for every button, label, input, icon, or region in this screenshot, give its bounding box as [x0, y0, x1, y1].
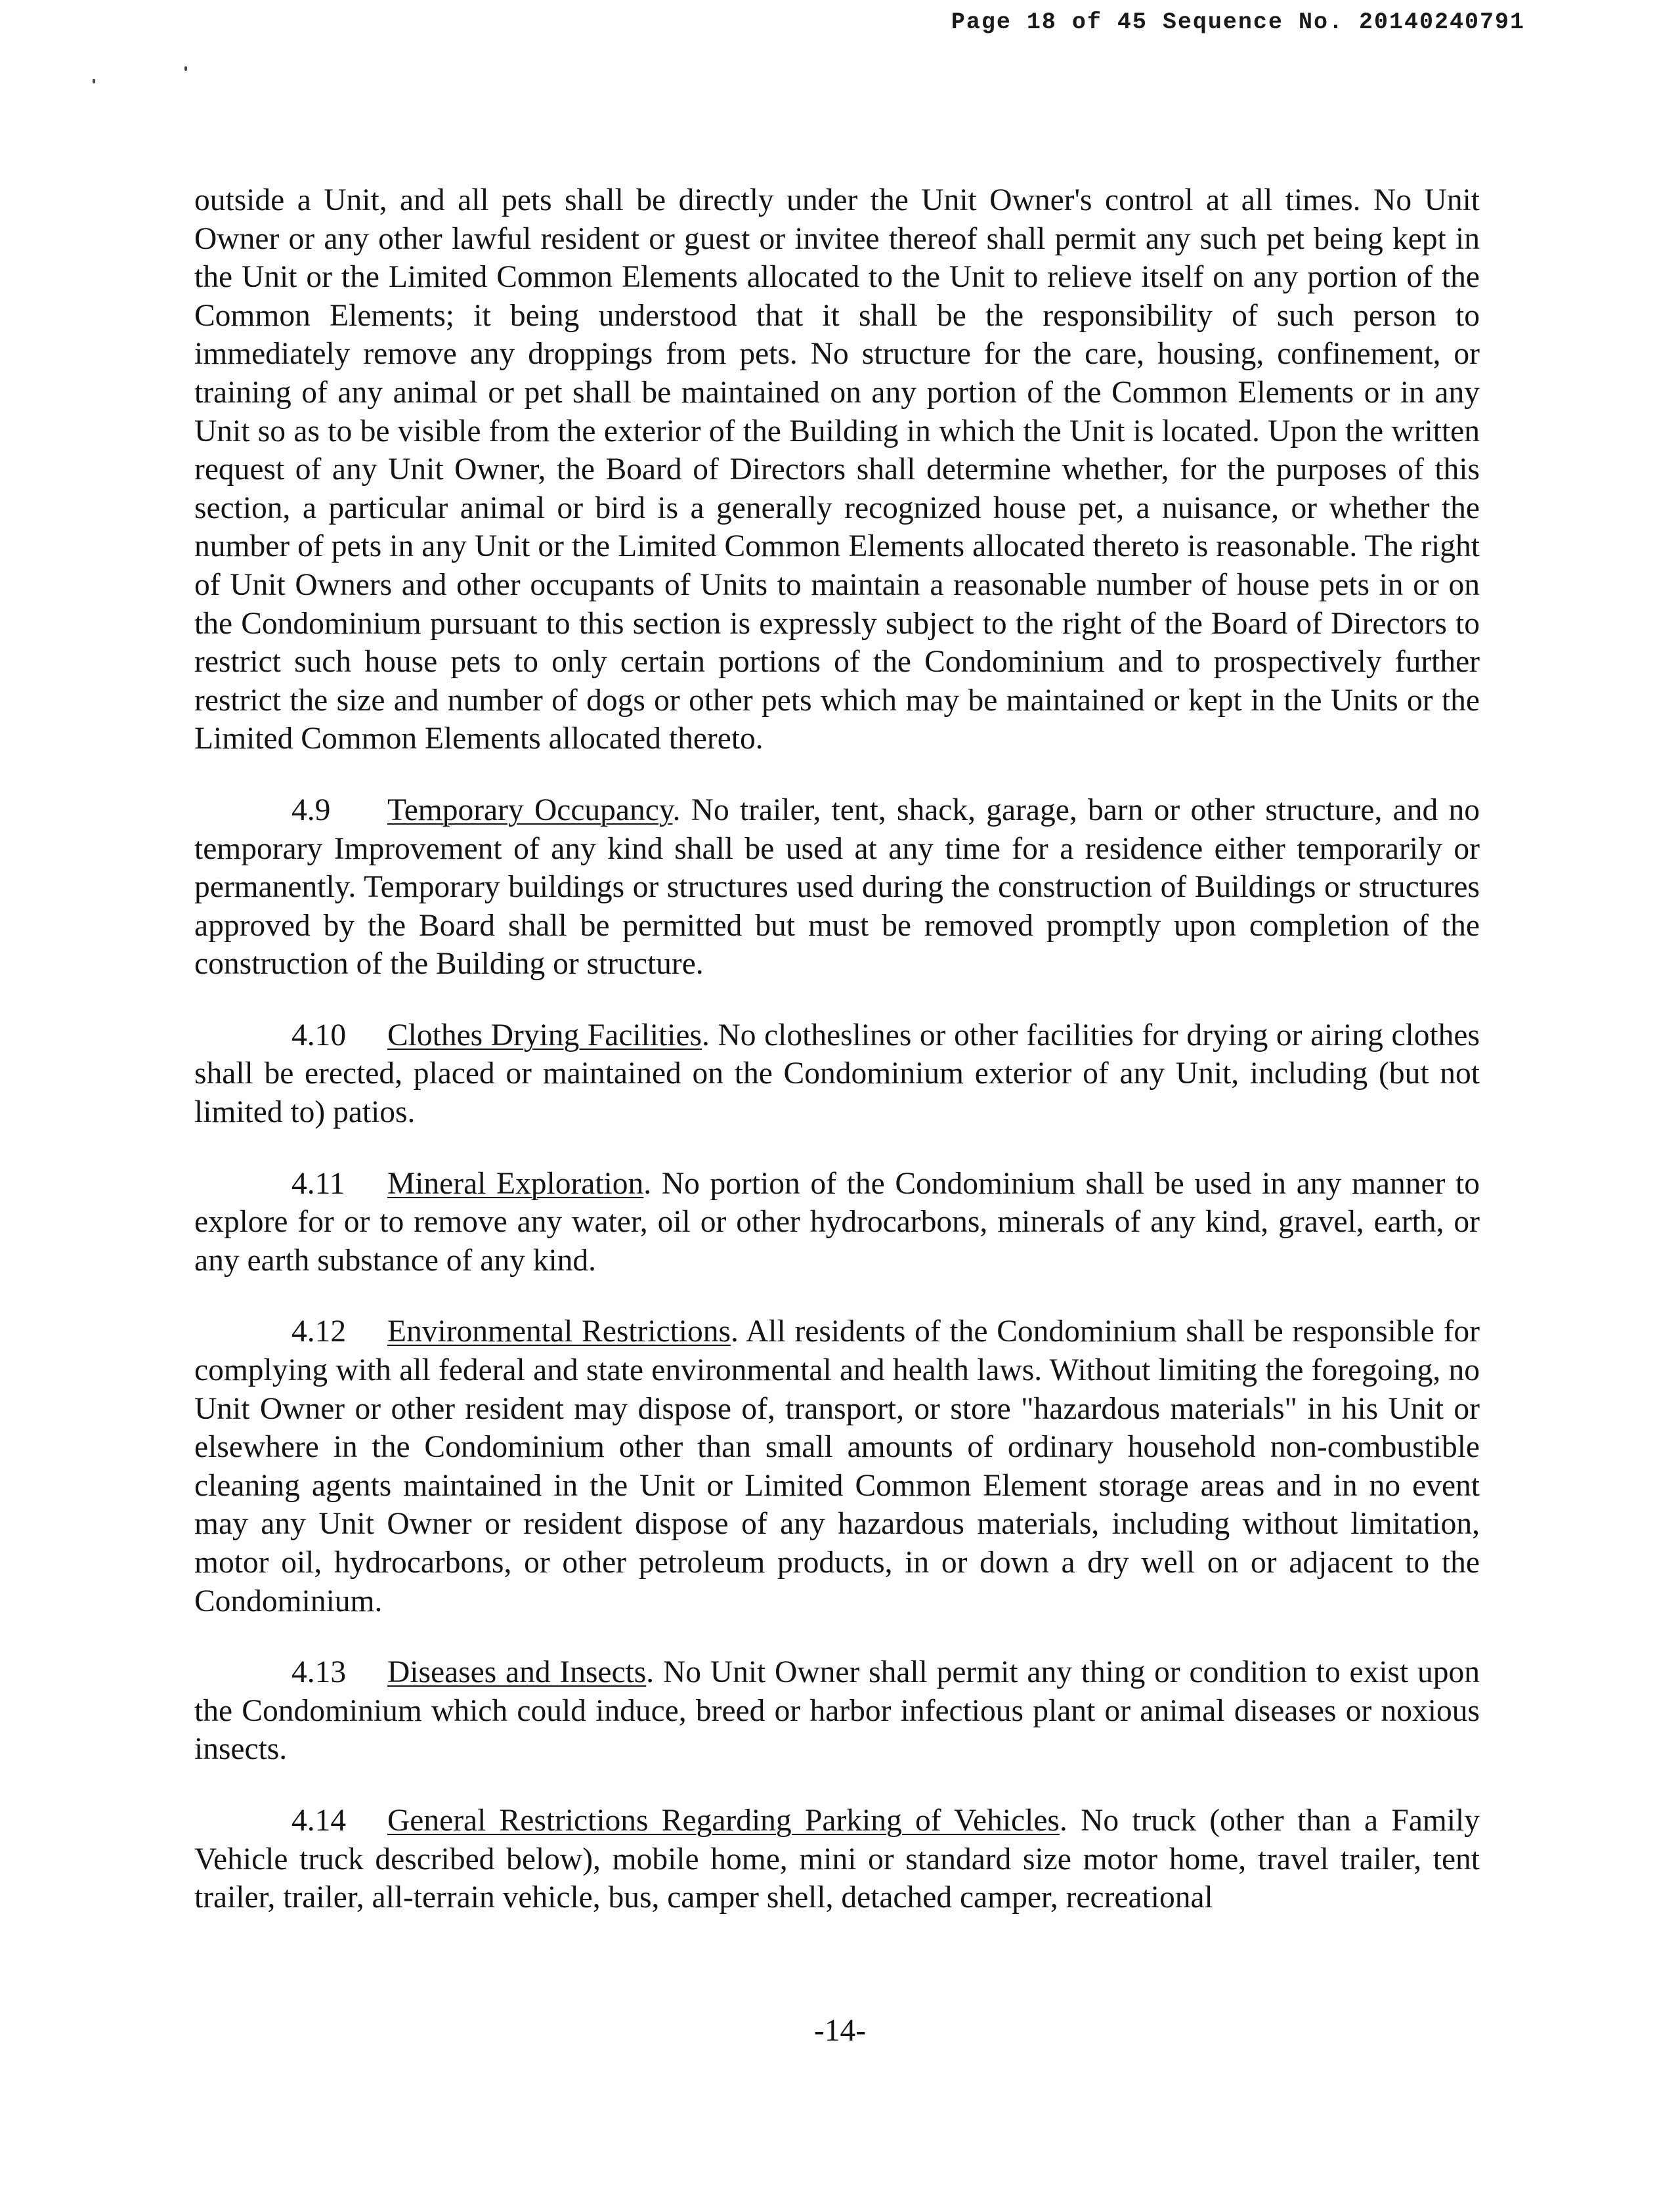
section-text: . No clotheslines or other facilities for drying or airing clothes shall be erected, placed or maintained on the Condominium exterior of any Unit, including (but not limited to) patios.	[194, 1018, 1480, 1130]
section-number: 4.9	[291, 792, 331, 827]
scan-speck	[184, 66, 187, 71]
section-title: Clothes Drying Facilities	[387, 1018, 702, 1052]
page-number: -14-	[813, 2014, 867, 2048]
scan-speck	[93, 79, 95, 83]
section-number: 4.11	[291, 1166, 345, 1201]
section-title: Diseases and Insects	[387, 1655, 647, 1690]
section-title: Mineral Exploration	[387, 1166, 644, 1201]
section-number: 4.10	[291, 1018, 347, 1052]
section-4-9	[194, 791, 1480, 984]
section-4-14	[194, 1802, 1480, 1917]
section-text: . No portion of the Condominium shall be used in any manner to explore for or to remove any water, oil or other hydrocarbons, minerals of any kind, gravel, earth, or any earth substance of any kind.	[194, 1166, 1480, 1278]
section-title: General Restrictions Regarding Parking of Vehicles	[387, 1803, 1060, 1838]
section-title: Environmental Restrictions	[387, 1314, 731, 1349]
section-title: Temporary Occupancy	[387, 792, 673, 827]
section-text: . No trailer, tent, shack, garage, barn or other structure, and no temporary Improvement of any kind shall be used at any time for a residence either temporarily or permanently. Temporary buildings or structures used during the construction of Buildings or structures approved by the Board shall be permitted but must be removed promptly upon completion of the construction of the Building or structure.	[194, 792, 1480, 982]
section-text: . All residents of the Condominium shall be responsible for complying with all federal and state environmental and health laws. Without limiting the foregoing, no Unit Owner or other resident may dispose of, transport, or store "hazardous materials" in his Unit or elsewhere in the Condominium other than small amounts of ordinary household non-combustible cleaning agents maintained in the Unit or Limited Common Element storage areas and in no event may any Unit Owner or resident dispose of any hazardous materials, including without limitation, motor oil, hydrocarbons, or other petroleum products, in or down a dry well on or adjacent to the Condominium.	[194, 1314, 1480, 1618]
document-body	[194, 181, 1480, 1950]
paragraph-intro: outside a Unit, and all pets shall be directly under the Unit Owner's control at all times. No Unit Owner or any other lawful resident or guest or invitee thereof shall permit any such pet being kept in the Unit or the Limited Common Elements allocated to the Unit to relieve itself on any portion of the Common Elements; it being understood that it shall be the responsibility of such person to immediately remove any droppings from pets. No structure for the care, housing, confinement, or training of any animal or pet shall be maintained on any portion of the Common Elements or in any Unit so as to be visible from the exterior of the Building in which the Unit is located. Upon the written request of any Unit Owner, the Board of Directors shall determine whether, for the purposes of this section, a particular animal or bird is a generally recognized house pet, a nuisance, or whether the number of pets in any Unit or the Limited Common Elements allocated thereto is reasonable. The right of Unit Owners and other occupants of Units to maintain a reasonable number of house pets in or on the Condominium pursuant to this section is expressly subject to the right of the Board of Directors to restrict such house pets to only certain portions of the Condominium and to prospectively further restrict the size and number of dogs or other pets which may be maintained or kept in the Units or the Limited Common Elements allocated thereto.	[194, 183, 1480, 756]
section-number: 4.14	[291, 1803, 347, 1838]
section-4-13	[194, 1653, 1480, 1769]
section-text: . No Unit Owner shall permit any thing or condition to exist upon the Condominium which could induce, breed or harbor infectious plant or animal diseases or noxious insects.	[194, 1655, 1480, 1767]
section-4-12	[194, 1312, 1480, 1620]
page-header: Page 18 of 45 Sequence No. 20140240791	[951, 9, 1525, 35]
section-4-10	[194, 1016, 1480, 1132]
section-number: 4.12	[291, 1314, 347, 1349]
section-text: . No truck (other than a Family Vehicle truck described below), mobile home, mini or standard size motor home, travel trailer, tent trailer, trailer, all-terrain vehicle, bus, camper shell, detached camper, recreational	[194, 1803, 1480, 1915]
section-4-11	[194, 1165, 1480, 1280]
section-number: 4.13	[291, 1655, 347, 1690]
